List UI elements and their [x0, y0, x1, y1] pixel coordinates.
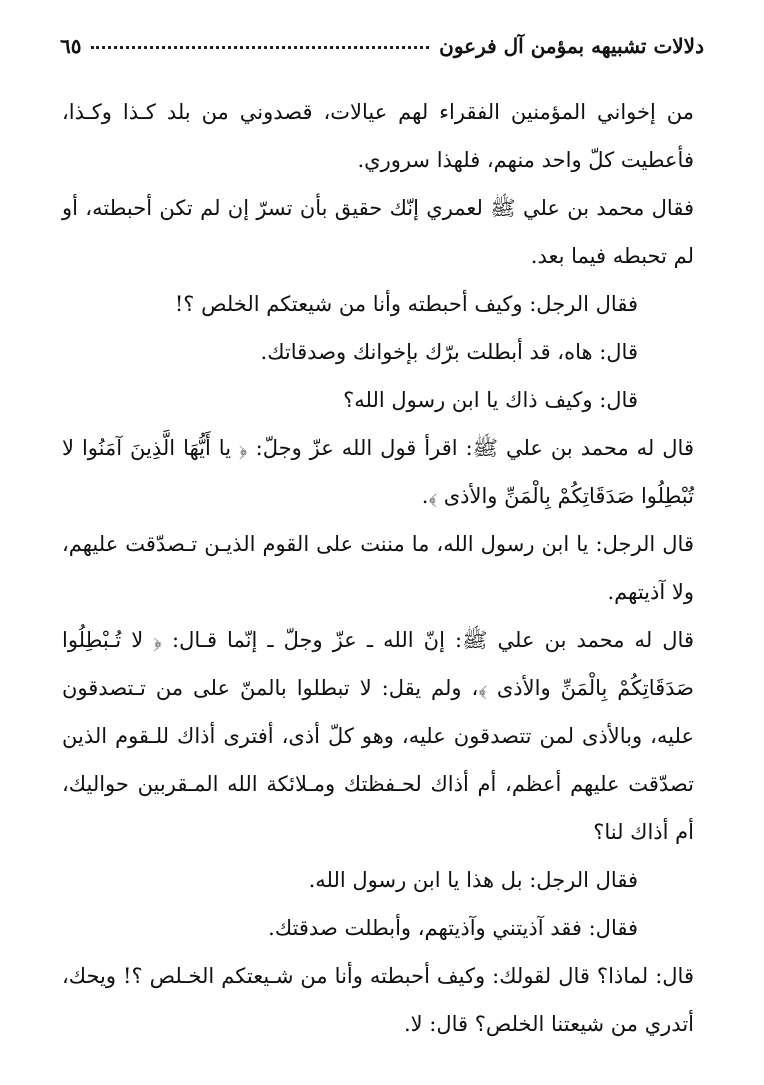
page-number: ٦٥: [60, 34, 82, 58]
paragraph: من إخواني المؤمنين الفقراء لهم عيالات، قصدوني من بلد كـذا وكـذا، فأعطيت كلّ واحد منهم، فلهذا سروري.: [62, 100, 694, 172]
dotted-leader: [91, 46, 429, 49]
paragraph: قال: وكيف ذاك يا ابن رسول الله؟: [343, 388, 638, 412]
paragraph: قال الرجل: يا ابن رسول الله، ما مننت على القوم الذيـن تـصدّقت عليهم، ولا آذيتهم.: [62, 532, 694, 604]
paragraph: قال: هاه، قد أبطلت برّك بإخوانك وصدقاتك.: [260, 340, 638, 364]
paragraph: فقال: فقد آذيتني وآذيتهم، وأبطلت صدقتك.: [268, 916, 638, 940]
paragraph: فقال الرجل: وكيف أحبطته وأنا من شيعتكم الخلص ؟!: [174, 292, 638, 316]
paragraph: قال: لماذا؟ قال لقولك: وكيف أحبطته وأنا من شـيعتكم الخـلص ؟! ويحك، أتدري من شيعتنا الخلص؟ قال: لا.: [62, 964, 694, 1036]
paragraph: فقال محمد بن علي ﷺ لعمري إنّك حقيق بأن تسرّ إن لم تكن أحبطته، أو لم تحبطه فيما بعد.: [62, 196, 694, 268]
paragraph: قال له محمد بن علي ﷺ: إنّ الله ـ عزّ وجلّ ـ إنّما قـال: ﴿ لا تُـبْطِلُوا صَدَقَاتِكُمْ بِالْمَنِّ والأذى ﴾، ولم يقل: لا تبطلوا بالمنّ على من تـتصدقون عليه، وبالأذى لمن تتصدقون عليه، وهو كلّ أذى، أفترى أذاك للـقوم الذين تصدّقت عليهم أعظم، أم أذاك لحـفظتك ومـلائكة الله المـقربين حواليك، أم أذاك لنا؟: [62, 628, 694, 844]
paragraph: فقال الرجل: بل هذا يا ابن رسول الله.: [308, 868, 638, 892]
page-title: دلالات تشبيهه بمؤمن آل فرعون: [439, 34, 704, 58]
running-header: [60, 34, 704, 58]
page-body: [62, 88, 694, 1048]
paragraph: قال له محمد بن علي ﷺ: اقرأ قول الله عزّ وجلّ: ﴿ يا أَيُّهَا الَّذِينَ آمَنُوا لا تُبْطِلُوا صَدَقَاتِكُمْ بِالْمَنِّ والأذى ﴾.: [62, 436, 694, 508]
